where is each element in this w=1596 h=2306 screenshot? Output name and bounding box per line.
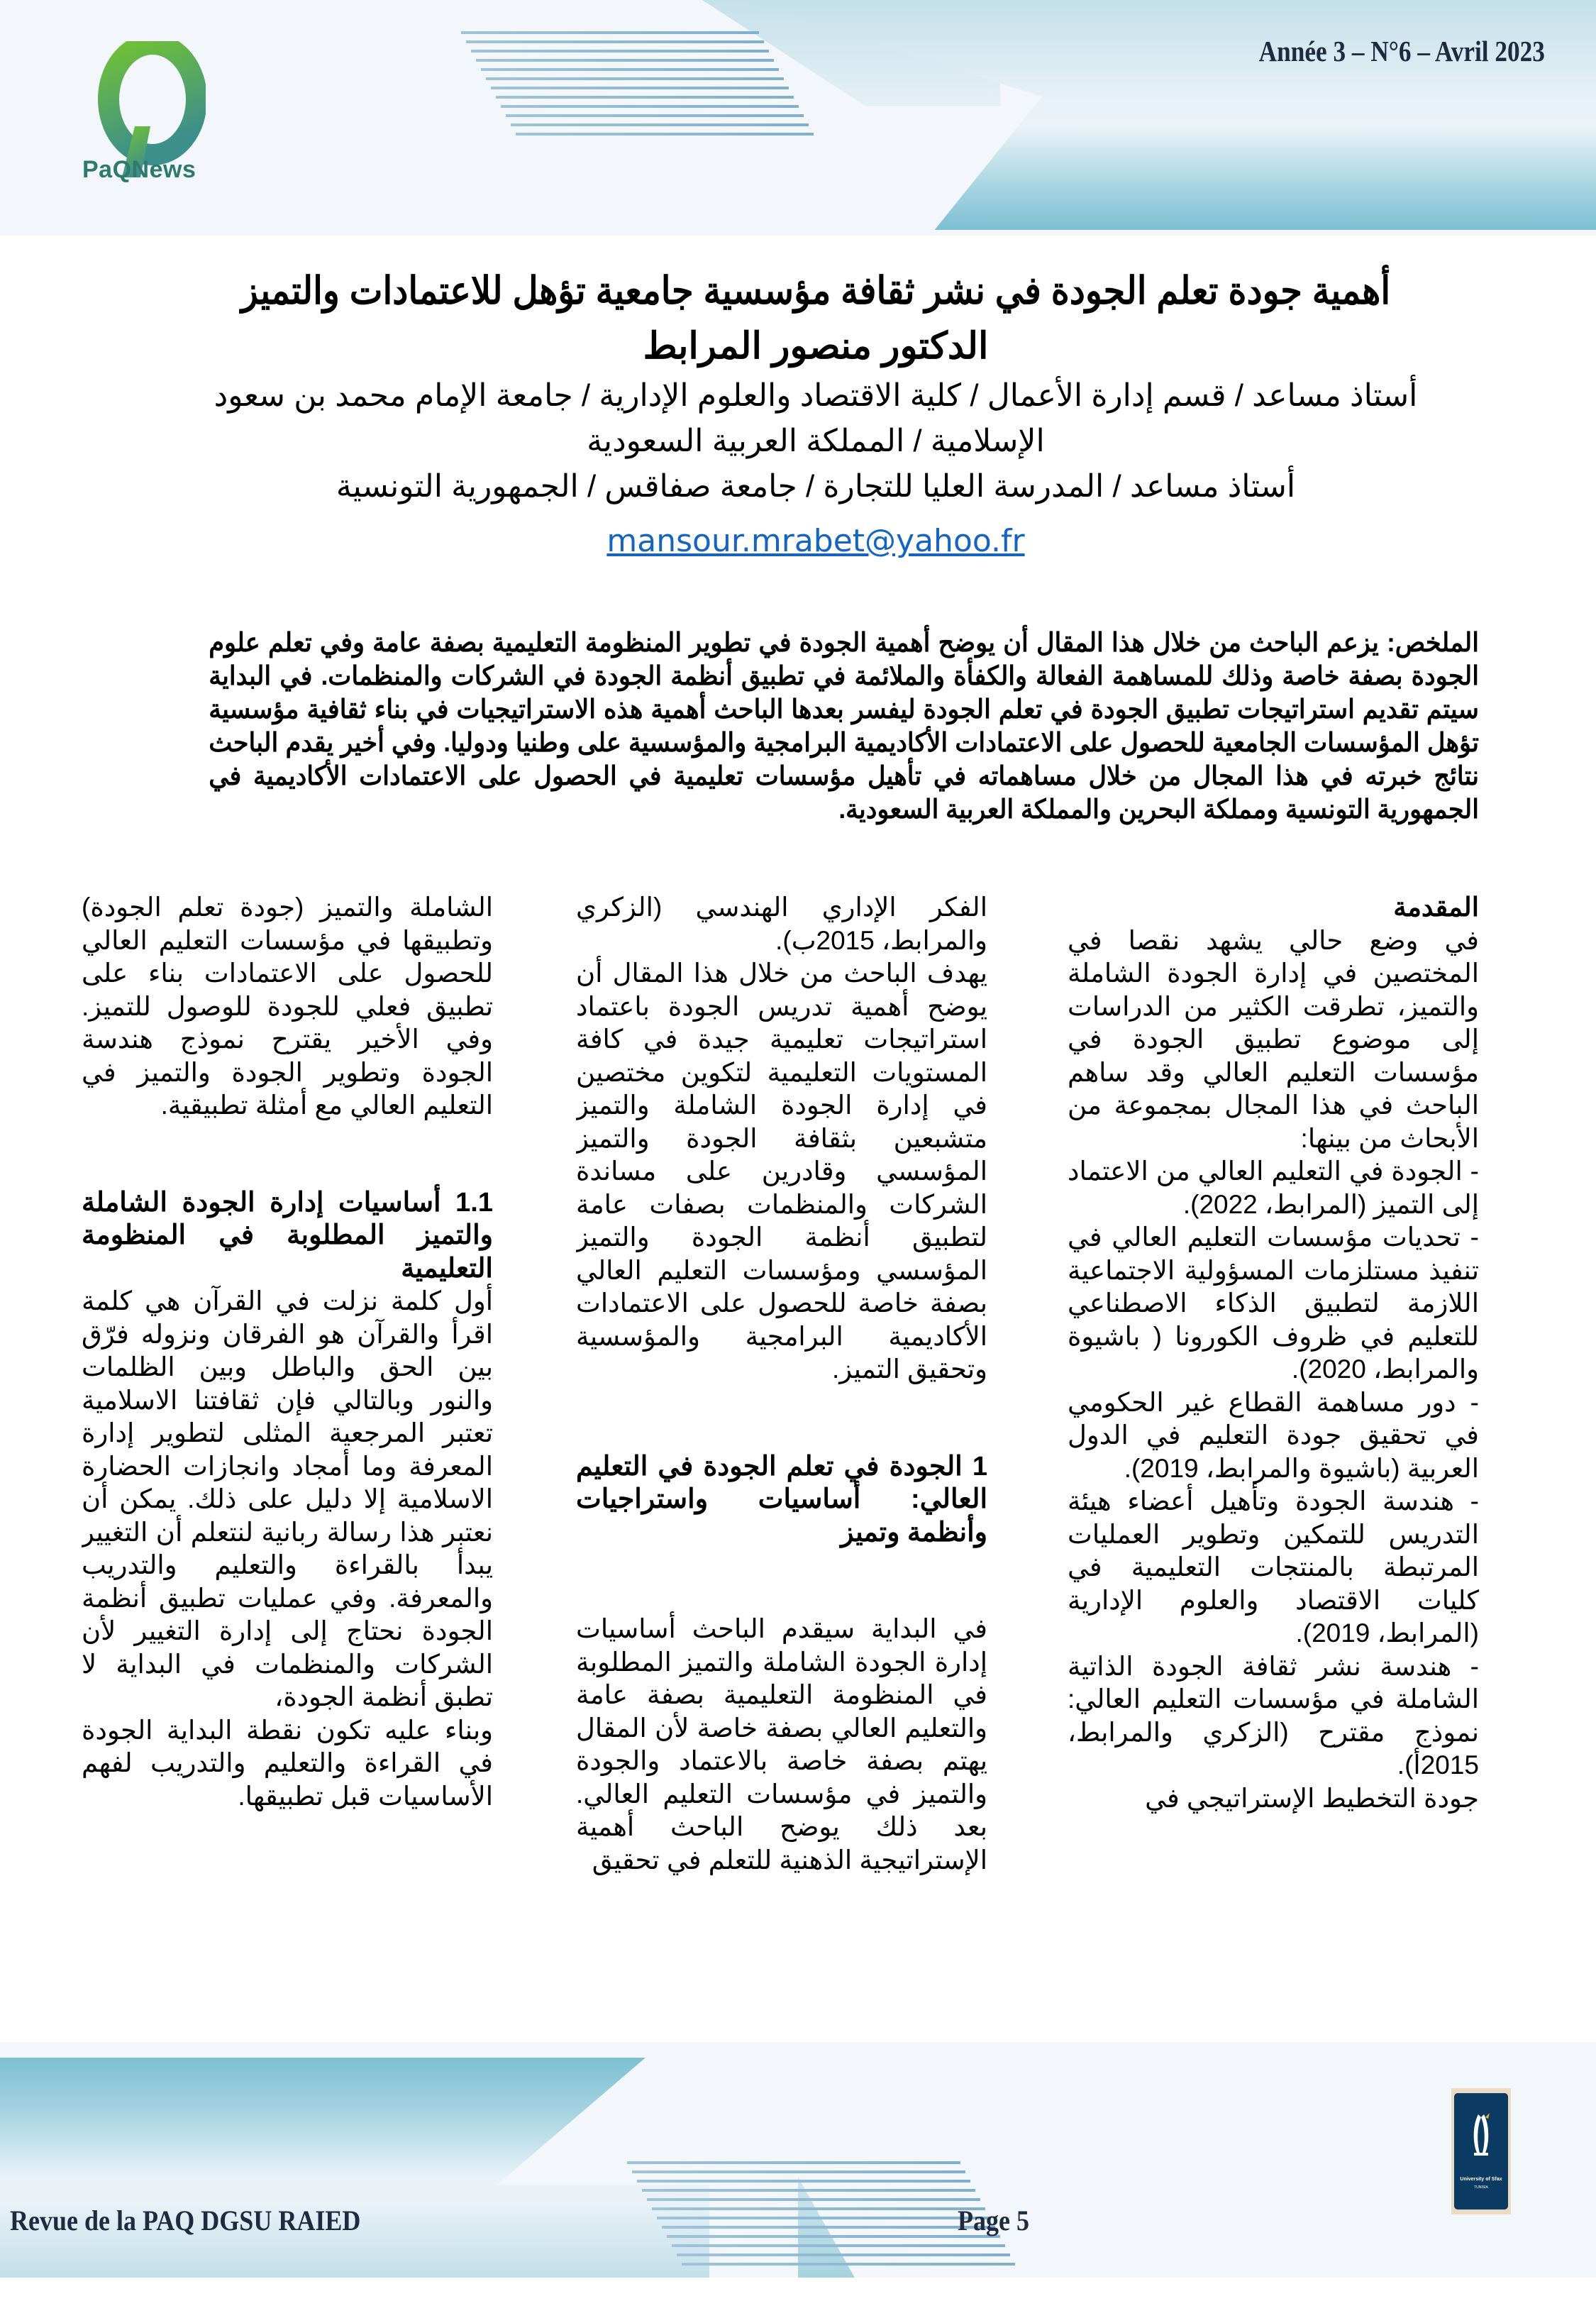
author-email-link[interactable]: mansour.mrabet@yahoo.fr [606, 523, 1025, 559]
reference-item: جودة التخطيط الإستراتيجي في [1145, 1783, 1479, 1813]
section-heading-1: 1 الجودة في تعلم الجودة في التعليم العالي: أساسيات واستراجيات وأنظمة وتميز [576, 1451, 987, 1548]
affiliation-2: أستاذ مساعد / المدرسة العليا للتجارة / جامعة صفاقس / الجمهورية التونسية [336, 469, 1296, 504]
journal-name: Revue de la PAQ DGSU RAIED [10, 2205, 361, 2236]
column-2 [576, 891, 987, 2042]
intro-paragraph: في وضع حالي يشهد نقصا في المختصين في إدارة الجودة الشاملة والتميز، تطرقت الكثير من الدراسات إلى موضوع تطبيق الجودة في مؤسسات التعليم العالي وقد ساهم الباحث في هذا المجال بمجموعة من الأبحاث من بينها: [1068, 925, 1479, 1153]
affiliation-1-line1: أستاذ مساعد / قسم إدارة الأعمال / كلية الاقتصاد والعلوم الإدارية / جامعة الإمام محمد بن سعود [214, 378, 1418, 413]
paqnews-logo-text: PaQNews [82, 156, 196, 183]
page-number: Page 5 [958, 2205, 1029, 2236]
article-title: أهمية جودة تعلم الجودة في نشر ثقافة مؤسسية جامعية تؤهل للاعتمادات والتميز [240, 270, 1391, 312]
paragraph: يهدف الباحث من خلال هذا المقال أن يوضح أهمية تدريس الجودة باعتماد استراتيجات تعليمية جيدة في كافة المستويات التعليمية لتكوين مختصين في إدارة الجودة الشاملة والتميز متشبعين بثقافة الجودة والتميز المؤسسي وقادرين على مساندة الشركات والمنظمات بصفات عامة لتطبيق أنظمة الجودة والتميز المؤسسي ومؤسسات التعليم العالي بصفة خاصة للحصول على الاعتمادات الأكاديمية البرامجية والمؤسسية وتحقيق التميز. [576, 959, 987, 1384]
abstract-text: يزعم الباحث من خلال هذا المقال أن يوضح أهمية الجودة في تطوير المنظومة التعليمية بصفة عامة وفي تعلم علوم الجودة بصفة خاصة وذلك للمساهمة الفعالة والكفأة والملائمة في تطبيق أنظمة الجودة في الشركات والمنظمات. في البداية سيتم تقديم استراتيجات تطبيق الجودة في تعلم الجودة ليفسر بعدها الباحث أهمية هذه الاستراتيجيات في بناء ثقافية مؤسسية تؤهل المؤسسات الجامعية للحصول على الاعتمادات الأكاديمية البرامجية والمؤسسية على وطنيا ودوليا. وفي أخير يقدم الباحث نتائج خبرته في هذا المجال من خلال مساهماته في تأهيل مؤسسات تعليمية في الحصول على الاعتمادات الأكاديمية في الجمهورية التونسية ومملكة البحرين والمملكة العربية السعودية. [209, 628, 1479, 824]
paragraph: أول كلمة نزلت في القرآن هي كلمة اقرأ والقرآن هو الفرقان ونزوله فرّق بين الحق والباطل وبين الظلمات والنور وبالتالي فإن ثقافتنا الاسلامية تعتبر المرجعية المثلى لتطوير إدارة المعرفة وما أمجاد وانجازات الحضارة الاسلامية إلا دليل على ذلك. يمكن أن نعتبر هذا رسالة ربانية لنتعلم أن التغيير يبدأ بالقراءة والتعليم والتدريب والمعرفة. وفي عمليات تطبيق أنظمة الجودة نحتاج إلى إدارة التغيير لأن الشركات والمنظمات في البداية لا تطبق أنظمة الجودة، [82, 1286, 493, 1711]
reference-item: - دور مساهمة القطاع غير الحكومي في تحقيق جودة التعليم في الدول العربية (باشيوة والمرابط، 2019). [1068, 1387, 1479, 1483]
reference-item: - هندسة نشر ثقافة الجودة الذاتية الشاملة في مؤسسات التعليم العالي: نموذج مقترح (الزكري والمرابط، 2015أ). [1068, 1651, 1479, 1780]
page-footer [0, 2042, 1596, 2278]
column-3 [82, 891, 493, 2042]
column-1 [1068, 891, 1479, 2042]
article-title-block [142, 263, 1490, 573]
footer-decor-stripes [627, 2161, 1015, 2266]
abstract-label: الملخص: [1387, 628, 1479, 657]
author-name: الدكتور منصور المرابط [643, 326, 989, 367]
paragraph: الشاملة والتميز (جودة تعلم الجودة) وتطبيقها في مؤسسات التعليم العالي للحصول على الاعتمادات بناء على تطبيق فعلي للجودة للوصول للتميز. وفي الأخير يقترح نموذج هندسة الجودة وتطوير الجودة والتميز في التعليم العالي مع أمثلة تطبيقية. [82, 893, 493, 1120]
university-of-sfax-logo [1451, 2088, 1511, 2214]
abstract [209, 626, 1479, 826]
reference-item: - الجودة في التعليم العالي من الاعتماد إلى التميز (المرابط، 2022). [1068, 1157, 1479, 1219]
paragraph: في البداية سيقدم الباحث أساسيات إدارة الجودة الشاملة والتميز المطلوبة في المنظومة التعليمية بصفة عامة والتعليم العالي بصفة خاصة لأن المقال يهتم بصفة خاصة بالاعتماد والجودة والتميز في مؤسسات التعليم العالي. بعد ذلك يوضح الباحث أهمية الإستراتيجية الذهنية للتعلم في تحقيق [576, 1614, 987, 1875]
footer-decor-band [0, 2058, 709, 2278]
university-logo-country: TUNISIA [1474, 2185, 1488, 2190]
university-logo-name: University of Sfax [1460, 2177, 1502, 2182]
paragraph: الفكر الإداري الهندسي (الزكري والمرابط، 2015ب). [576, 893, 987, 955]
header-decor-stripes [461, 31, 814, 136]
university-emblem-icon [1454, 2093, 1508, 2171]
intro-heading: المقدمة [1393, 893, 1479, 922]
issue-label: Année 3 – N°6 – Avril 2023 [1258, 35, 1545, 67]
reference-item: - هندسة الجودة وتأهيل أعضاء هيئة التدريس للتمكين وتطوير العمليات المرتبطة بالمنتجات التعليمية في كليات الاقتصاد والعلوم الإدارية (المرابط، 2019). [1068, 1486, 1479, 1648]
subsection-heading-1-1: 1.1 أساسيات إدارة الجودة الشاملة والتميز المطلوبة في المنظومة التعليمية [82, 1187, 493, 1284]
affiliation-1-line2: الإسلامية / المملكة العربية السعودية [587, 424, 1045, 458]
page-header [0, 0, 1596, 236]
reference-item: - تحديات مؤسسات التعليم العالي في تنفيذ مستلزمات المسؤولية الاجتماعية اللازمة لتطبيق الذكاء الاصطناعي للتعليم في ظروف الكورونا ( باشيوة والمرابط، 2020). [1068, 1223, 1479, 1384]
paragraph: وبناء عليه تكون نقطة البداية الجودة في القراءة والتعليم والتدريب لفهم الأساسيات قبل تطبيقها. [82, 1715, 493, 1811]
